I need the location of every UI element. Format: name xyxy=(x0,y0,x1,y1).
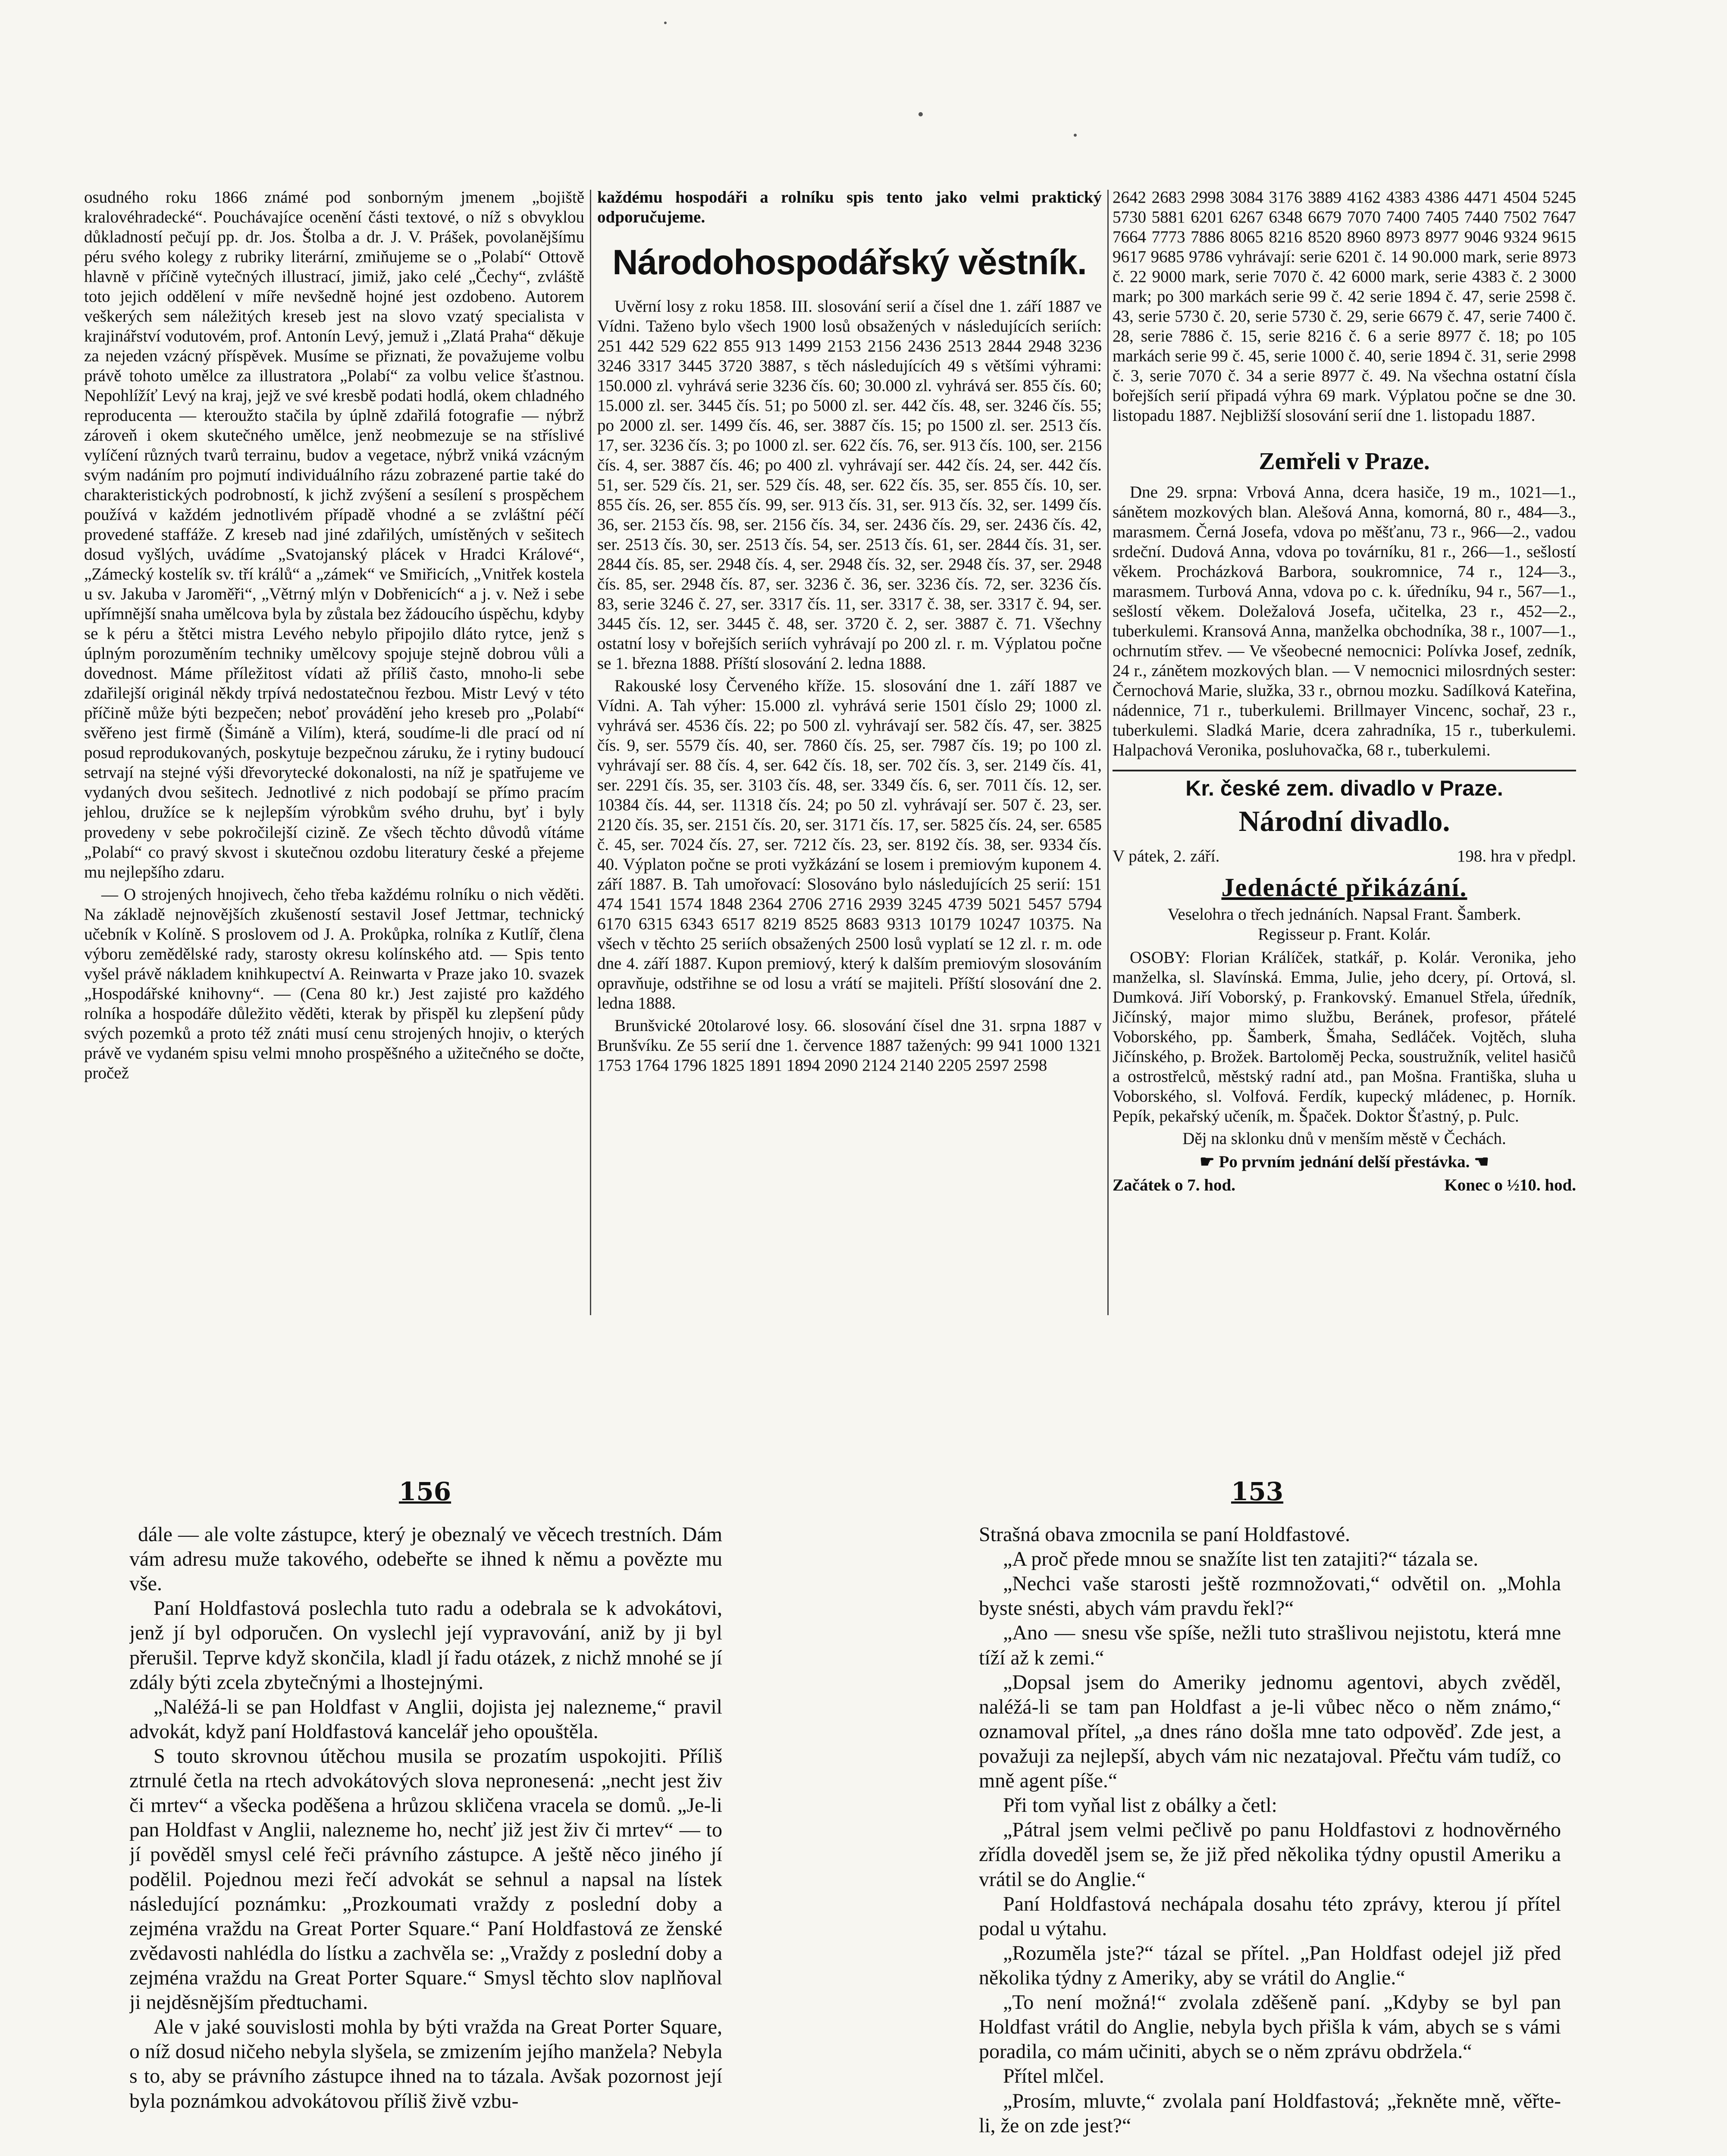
dust-dot xyxy=(1074,134,1077,137)
novel-paragraph: Přítel mlčel. xyxy=(1003,2065,1104,2088)
lottery-paragraph-3: Brunšvické 20tolarové losy. 66. slosování čísel dne 31. srpna 1887 v Brunšvíku. Ze 55 serií dne 1. července 1887 tažených: 99 941 1000 1321 1753 1764 1796 1825 1891 1894 2090 2124 2140 2205 2597 2598 xyxy=(597,1016,1102,1075)
end-time: Konec o ½10. hod. xyxy=(1444,1175,1576,1194)
lottery-paragraph-2: Rakouské losy Červeného kříže. 15. slosování dne 1. září 1887 ve Vídni. A. Tah výher: 15.000 zl. vyhrává serie 1501 číslo 29; 1000 zl. vyhrává ser. 4536 čís. 22; po 500 zl. vyhrávají ser. 582 čís. 47, ser. 3825 čís. 9, ser. 5579 čís. 40, ser. 7860 čís. 25, ser. 7987 čís. 19; po 100 zl. vyhrávají ser. 88 čís. 4, ser. 642 čís. 18, ser. 702 čís. 3, ser. 2149 čís. 41, ser. 2291 čís. 35, ser. 3103 čís. 48, ser. 3349 čís. 6, ser. 7011 čís. 12, ser. 10384 čís. 44, ser. 11318 čís. 24; po 50 zl. vyhrávají ser. 507 č. 23, ser. 2120 čís. 35, ser. 2151 čís. 20, ser. 3171 čís. 17, ser. 5825 čís. 24, ser. 6585 č. 45, ser. 7024 čís. 27, ser. 7212 čís. 23, ser. 8192 čís. 38, ser. 9334 čís. 40. Výplaton počne se proti vyžkázání se losem i premiovým kuponem 4. září 1887. B. Tah umořovací: Slosováno bylo následujících 25 serií: 151 474 1541 1574 1848 2364 2706 2716 2939 3245 4739 5021 5457 5794 6170 6315 6343 6517 8219 8525 8683 9313 10179 10247 10375. Na všech v těchto 25 seriích obsažených 2500 losů vyplatí se 12 zl. r. m. ode dne 4. září 1887. Kupon premiový, který k dalším premiovým slosováním opravňuje, odstřihne se od losu a vrátí se majiteli. Příští slosování dne 2. ledna 1888. xyxy=(597,677,1102,1013)
start-time: Začátek o 7. hod. xyxy=(1113,1175,1235,1194)
novel-paragraph: Ale v jaké souvislosti mohla by býti vražda na Great Porter Square, o níž dosud ničeho nebyla slyšela, se zmizením jejího manžela? Nebyla s to, aby se právního zástupce ihned na to tázala. Avšak pozornost její byla poznámkou advokátovou příliš živě vzbu- xyxy=(129,2015,722,2112)
upper-left-column xyxy=(84,188,584,1326)
time-row xyxy=(1113,1175,1576,1195)
novel-paragraph: „To není možná!“ zvolala zděšeně paní. „Kdyby se byl pan Holdfast vrátil do Anglie, nebyla bych přišla k vám, abych se s vámi poradila, co mám učiniti, abych se o něm zprávu obdržela.“ xyxy=(979,1991,1561,2063)
novel-paragraph: Strašná obava zmocnila se paní Holdfastové. xyxy=(979,1523,1351,1546)
novel-paragraph: S touto skrovnou útěchou musila se prozatím uspokojiti. Příliš ztrnulé četla na rtech advokátových slova nepronesená: „necht jest živ či mrtev“ a všecka poděšena a hrůzou skličena vracela se domů. „Je-li pan Holdfast v Anglii, nalezneme ho, nechť již jest živ či mrtev“ — to jí pověděl smysl celé řeči právního zástupce. A ještě něco jiného jí podělil. Pojednou mezi řečí advokát se sehnul a napsal na lístek následující poznámku: „Prozkoumati vraždy z poslední doby a zejména vraždu na Great Porter Square.“ Paní Holdfastová ze ženské zvědavosti nahlédla do lístku a zachvěla se: „Vraždy z poslední doby a zejména vraždu na Great Porter Square.“ Smysl těchto slov naplňoval ji nejděsnějším předtuchami. xyxy=(129,1744,722,2014)
play-title: Jedenácté přikázání. xyxy=(1221,873,1467,902)
dust-dot xyxy=(918,112,923,116)
novel-paragraph: „Naléžá-li se pan Holdfast v Anglii, dojista jej nalezneme,“ pravil advokát, když paní Holdfastová kancelář jeho opouštěla. xyxy=(129,1695,722,1743)
page-number-left: 156 xyxy=(399,1477,451,1506)
novel-paragraph: Paní Holdfastová poslechla tuto radu a odebrala se k advokátovi, jenž jí byl odporučen. On vyslechl její vypravování, aniž by ji byl přerušil. Teprve když skončila, kladl jí řadu otázek, z nichž mnohé se jí zdály býti zcela zbytečnými a lhostejnými. xyxy=(129,1597,722,1694)
upper-middle-column xyxy=(597,188,1102,1326)
deaths-heading: Zemřeli v Praze. xyxy=(1259,448,1430,475)
novel-paragraph: Paní Holdfastová nechápala dosahu této zprávy, kterou jí přítel podal u výtahu. xyxy=(979,1892,1561,1940)
cast-list: OSOBY: Florian Králíček, statkář, p. Kolár. Veronika, jeho manželka, sl. Slavínská. Emma, Julie, jeho dcery, pí. Ortová, sl. Dumková. Jiří Voborský, p. Frankovský. Emanuel Střela, úředník, Jičínský, major mimo službu, Beránek, profesor, přátelé Voborského, pp. Šamberk, Šmaha, Sedláček. Vojtěch, sluha Jičínského, p. Brožek. Bartoloměj Pecka, soustružník, velitel hasičů a ostrostřelců, městský radní atd., pan Mošna. Františka, sluha u Voborského, sl. Volfová. Ferdík, kupecký mládenec, p. Horník. Pepík, pekařský učeník, m. Špaček. Doktor Šťastný, p. Pulc. xyxy=(1113,948,1576,1125)
play-setting: Děj na sklonku dnů v menším městě v Čechách. xyxy=(1182,1129,1506,1148)
novel-paragraph: Při tom vyňal list z obálky a četl: xyxy=(1003,1794,1277,1817)
theatre-title: Kr. české zem. divadlo v Praze. xyxy=(1185,776,1503,801)
deaths-list: Dne 29. srpna: Vrbová Anna, dcera hasiče, 19 m., 1021—1., sánětem mozkových blan. Alešová Anna, komorná, 80 r., 484—3., marasmem. Černá Josefa, vdova po měšťanu, 73 r., 966—2., vadou srdeční. Dudová Anna, vdova po továrníku, 81 r., 266—1., sešlostí věkem. Procházková Barbora, soukromnice, 74 r., 124—3., marasmem. Turbová Anna, vdova po c. k. úředníku, 94 r., 567—1., sešlostí věkem. Doležalová Josefa, učitelka, 23 r., 452—2., tuberkulemi. Kransová Anna, manželka obchodníka, 38 r., 1007—1., ochrnutím střev. — Ve všeobecné nemocnici: Polívka Josef, zedník, 24 r., zánětem mozkových blan. — V nemocnici milosrdných sester: Černochová Marie, služka, 33 r., obrnou mozku. Sadílková Kateřina, nádennice, 71 r., tuberkulemi. Brillmayer Vincenc, sochař, 23 r., tuberkulemi. Sladká Marie, dcera zahradníka, 15 r., tuberkulemi. Halpachová Veronika, posluhovačka, 68 r., tuberkulemi. xyxy=(1113,483,1576,760)
lower-left-column xyxy=(129,1522,722,2156)
intro-text: každému hospodáři a rolníku spis tento jako velmi praktický odporučujeme. xyxy=(597,188,1102,227)
novel-paragraph: „Pátral jsem velmi pečlivě po panu Holdfastovi z hodnověrného zřídla doveděl jsem se, že již před několika týdny opustil Ameriku a vrátil se do Anglie.“ xyxy=(979,1818,1561,1891)
dust-dot xyxy=(664,22,667,24)
play-info: Veselohra o třech jednáních. Napsal Frant. Šamberk. xyxy=(1167,905,1521,924)
divider xyxy=(1113,770,1576,771)
novel-paragraph: „Dopsal jsem do Ameriky jednomu agentovi, abych zvěděl, naléžá-li se tam pan Holdfast a je-li vůbec něco o něm známo,“ oznamoval přítel, „a dnes ráno došla mne tato odpověď. Zde jest, a považuji za nejlepší, abych vám nic nezatajoval. Přečtu vám tudíž, co mně agent píše.“ xyxy=(979,1670,1561,1792)
performance-date: V pátek, 2. září. xyxy=(1113,846,1220,865)
column-rule xyxy=(590,190,591,1315)
lower-right-column xyxy=(979,1522,1561,2156)
upper-right-column xyxy=(1113,188,1576,1326)
theatre-subtitle: Národní divadlo. xyxy=(1238,805,1450,838)
play-director: Regisseur p. Frant. Kolár. xyxy=(1258,924,1431,943)
lottery-continuation: 2642 2683 2998 3084 3176 3889 4162 4383 4386 4471 4504 5245 5730 5881 6201 6267 6348 6679 7070 7400 7405 7440 7502 7647 7664 7773 7886 8065 8216 8520 8960 8973 8977 9046 9324 9615 9617 9685 9786 vyhrávají: serie 6201 č. 14 90.000 mark, serie 8973 č. 22 9000 mark, serie 7070 č. 42 6000 mark, serie 4383 č. 2 3000 mark; po 300 markách serie 99 č. 42 serie 1894 č. 47, serie 2598 č. 43, serie 5730 č. 20, serie 5730 č. 29, serie 6679 č. 47, serie 7400 č. 28, serie 7886 č. 15, serie 8216 č. 6 a serie 8977 č. 18; po 105 markách serie 99 č. 45, serie 1000 č. 40, serie 1894 č. 31, serie 2998 č. 3, serie 7070 č. 34 a serie 8977 č. 49. Na všechna ostatní čísla bořejších serií připadá výhra 69 mark. Výplatou počne se dne 30. listopadu 1887. Nejbližší slosování serií dne 1. listopadu 1887. xyxy=(1113,188,1576,425)
lottery-paragraph-1: Uvěrní losy z roku 1858. III. slosování serií a čísel dne 1. září 1887 ve Vídni. Taženo bylo všech 1900 losů obsažených v následujících seriích: 251 442 529 622 855 913 1499 2153 2156 2436 2513 2844 2948 3236 3246 3317 3445 3720 3887, s těch následujících 49 s většími výhrami: 150.000 zl. vyhrává serie 3236 čís. 60; 30.000 zl. vyhrává ser. 855 čís. 60; 15.000 zl. ser. 3445 čís. 51; po 5000 zl. ser. 442 čís. 48, ser. 3246 čís. 55; po 2000 zl. ser. 1499 čís. 46, ser. 3887 čís. 15; po 1500 zl. ser. 2513 čís. 17, ser. 3236 čís. 3; po 1000 zl. ser. 622 čís. 76, ser. 913 čís. 100, ser. 2156 čís. 4, ser. 3887 čís. 46; po 400 zl. vyhrávají ser. 442 čís. 24, ser. 442 čís. 51, ser. 529 čís. 21, ser. 529 čís. 48, ser. 622 čís. 35, ser. 855 čís. 10, ser. 855 čís. 26, ser. 855 čís. 99, ser. 913 čís. 31, ser. 913 čís. 32, ser. 1499 čís. 36, ser. 2153 čís. 98, ser. 2156 čís. 34, ser. 2436 čís. 29, ser. 2436 čís. 42, ser. 2513 čís. 30, ser. 2513 čís. 54, ser. 2513 čís. 61, ser. 2844 čís. 31, ser. 2844 čís. 85, ser. 2948 čís. 4, ser. 2948 čís. 32, ser. 2948 čís. 37, ser. 2948 čís. 85, ser. 2948 čís. 87, ser. 3236 č. 36, ser. 3236 čís. 72, ser. 3236 čís. 83, serie 3246 č. 27, ser. 3317 čís. 11, ser. 3317 č. 38, ser. 3317 č. 94, ser. 3445 čís. 12, ser. 3445 č. 48, ser. 3720 č. 2, ser. 3887 č. 71. Všechny ostatní losy v bořejších seriích vyhrávají po 200 zl. r. m. Výplatou počne se 1. března 1888. Příští slosování 2. ledna 1888. xyxy=(597,297,1102,673)
intermission-notice: ☛ Po prvním jednání delší přestávka. ☚ xyxy=(1199,1152,1489,1171)
novel-paragraph: dále — ale volte zástupce, který je obeznalý ve věcech trestních. Dám vám adresu muže takového, odebeřte se ihned k němu a povězte mu vše. xyxy=(129,1523,722,1595)
page-number-right: 153 xyxy=(1231,1477,1284,1506)
subscription-number: 198. hra v předpl. xyxy=(1457,846,1576,865)
performance-date-row xyxy=(1113,846,1576,866)
economy-heading: Národohospodářský věstník. xyxy=(612,243,1087,282)
novel-paragraph: „Prosím, mluvte,“ zvolala paní Holdfastová; „řekněte mně, věřte-li, že on zde jest?“ xyxy=(979,2089,1561,2137)
novel-paragraph: „Ano — snesu vše spíše, nežli tuto strašlivou nejistotu, která mne tíží až k zemi.“ xyxy=(979,1621,1561,1669)
novel-paragraph: „A proč přede mnou se snažíte list ten zatajiti?“ tázala se. xyxy=(1003,1548,1479,1571)
review-paragraph: osudného roku 1866 známé pod sonborným jmenem „bojiště kralovéhradecké“. Pouchávajíce ocenění části textové, o níž s obvyklou důkladností pečují pp. dr. Jos. Štolba a dr. J. V. Prášek, povolanějšímu péru svého kolegy z rubriky literární, zmiňujeme se o „Polabí“ Ottově hlavně v příčině vytečných illustrací, jimiž, jako celé „Čechy“, zvláště toto jejich oddělení v míře nevšedně hojné jest ozdobeno. Autorem veškerých sem náležitých kreseb jest na slovo vzatý specialista v krajinářství vodutovém, prof. Antonín Levý, jemuž i „Zlatá Praha“ děkuje za nejeden vzácný příspěvek. Musíme se přiznati, že považujeme volbu právě tohoto umělce za illustratora „Polabí“ za volbu velice šťastnou. Nepohlížíť Levý na kraj, jejž ve své kresbě podati hodlá, okem chladného reproducenta — kteroužto stačila by úplně zdařilá fotografie — nýbrž zároveň i okem skutečného umělce, jenž neobmezuje se na stříslivé vylíčení různých tvarů terrainu, budov a vegetace, nýbrž vniká vzácným svým nadáním pro pojmutí individuálního rázu zobrazené partie také do charakteristických podrobností, k jichž zvýšení a sesílení s prospěchem používá v každém jednotlivém případě vhodné a se zvláštní péčí provedené staffáže. Z kreseb nad jiné zdařilých, umístěných v sešitech dosud vyšlých, uvádíme „Svatojanský plácek v Hradci Králové“, „Zámecký kostelík sv. tří králů“ a „zámek“ ve Smiřicích, „Vnitřek kostela u sv. Jakuba v Jaroměři“, „Větrný mlýn v Dobřenicích“ a j. v. Než i sebe upřímnější snaha umělcova byla by zůstala bez žádoucího úspěchu, kdyby se k péru a štětci mistra Levého nebylo připojilo dláto rytce, jenž s úplným porozuměním techniky umělcovy spojuje stejně dobrou vůli a dovednost. Máme příležitost vídati až příliš často, mnoho-li sebe zdařilejší originál někdy trpívá nedostatečnou řezbou. Mistr Levý v této příčině může býti bezpečen; neboť provádění jeho kreseb pro „Polabí“ svěřeno jest firmě (Šimáně a Vilím), která, soudíme-li dle prací od ní posud reprodukovaných, poskytuje bezpečnou záruku, že i rytiny budoucí setrvají na stejné výši dřevorytecké dokonalosti, na níž je spatřujeme ve vydaných dvou sešitech. Jednotlivé z nich podobají se přímo pracím jehlou, družíce se k nejlepším výrobkům svého druhu, byť i byly provedeny v sebe pokročilejší cizině. Ze všech těchto důvodů vítáme „Polabí“ co pravý skvost i skutečnou ozdobu literatury české a přejeme mu nejlepšího zdaru. xyxy=(84,188,584,881)
column-rule xyxy=(1107,190,1109,1315)
novel-paragraph: „Rozuměla jste?“ tázal se přítel. „Pan Holdfast odejel již před několika týdny z Ameriky, aby se vrátil do Anglie.“ xyxy=(979,1941,1561,1989)
book-notice-paragraph: — O strojených hnojivech, čeho třeba každému rolníku o nich věděti. Na základě nejnovějších zkušeností sestavil Josef Jettmar, technický učebník v Kolíně. S proslovem od J. A. Prokůpka, rolníka z Kutlíř, člena výboru zemědělské rady, starosty okresu kolínského atd. — Spis tento vyšel právě nákladem knihkupectví A. Reinwarta v Praze jako 10. svazek „Hospodářské knihovny“. — (Cena 80 kr.) Jest zajisté pro každého rolníka a hospodáře důležito věděti, kterak by přispěl ku zlepšení půdy svých pozemků a proto též znáti musí cenu strojených hnojiv, o kterých právě ve vydaném spisu velmi mnoho prospěšného a užitečného se dočte, pročež xyxy=(84,885,584,1082)
novel-paragraph: „Nechci vaše starosti ještě rozmnožovati,“ odvětil on. „Mohla byste snésti, abych vám pravdu řekl?“ xyxy=(979,1572,1561,1620)
